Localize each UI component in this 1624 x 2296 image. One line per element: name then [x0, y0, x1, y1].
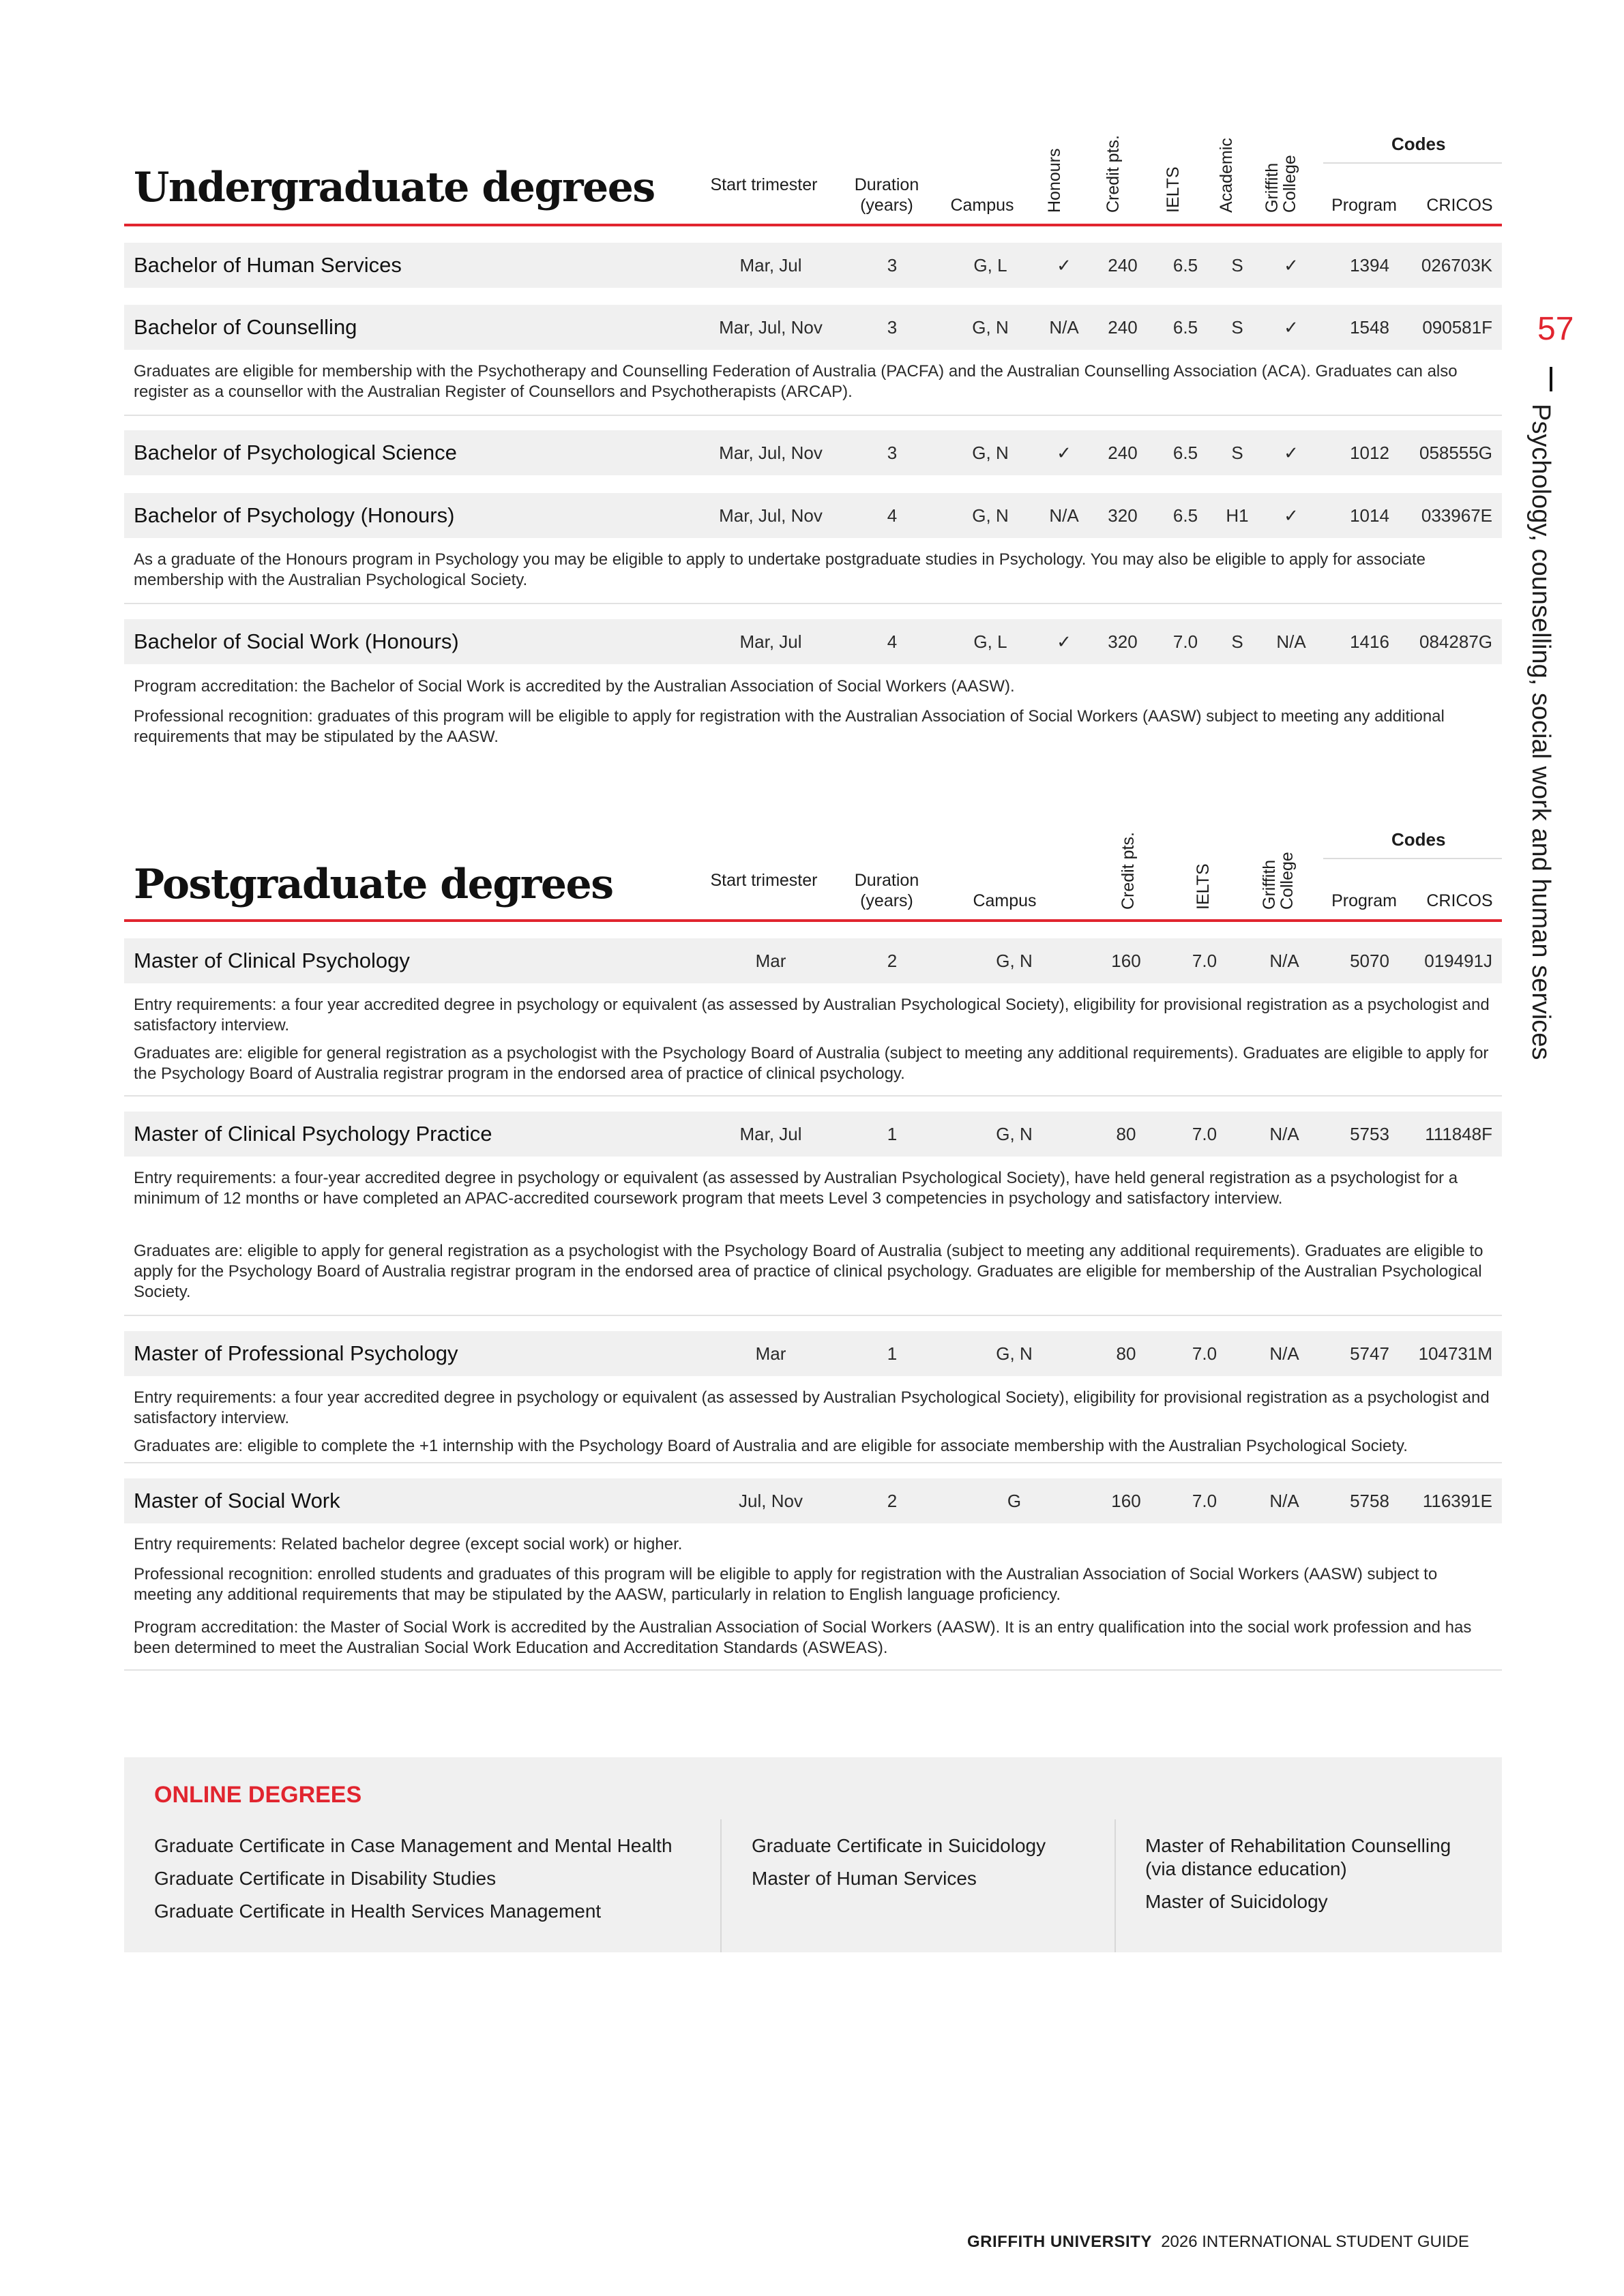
degree-name: Master of Clinical Psychology Practice	[134, 1122, 492, 1146]
griffith-college: N/A	[1269, 1124, 1299, 1144]
online-degrees-column-1	[154, 1834, 720, 1933]
footer-text: 2026 INTERNATIONAL STUDENT GUIDE	[1161, 2233, 1469, 2251]
degree-note: Professional recognition: graduates of this program will be eligible to apply for registration with the Australian Association of Social Workers (AASW) subject to meeting any additional requirements that may be stipulated by the AASW.	[134, 707, 1445, 746]
degree-note: Entry requirements: a four year accredited degree in psychology or equivalent (as assessed by Australian Psychological Society), eligibility for provisional registration as a psychologist and satisfactory interview.	[134, 1388, 1490, 1427]
row-separator	[124, 603, 1502, 604]
start-trimester: Mar	[755, 1343, 786, 1364]
ielts: 6.5	[1172, 317, 1198, 338]
check-icon: ✓	[1284, 505, 1299, 526]
degree-name: Master of Social Work	[134, 1489, 340, 1512]
credit-points: 160	[1111, 1491, 1141, 1511]
header-griffith-college: Griffith College	[1260, 852, 1297, 910]
campus: G, N	[972, 505, 1009, 526]
duration: 1	[887, 1343, 898, 1364]
campus: G, N	[972, 317, 1009, 338]
griffith-college: N/A	[1276, 631, 1306, 652]
table-row[interactable]	[124, 1331, 1502, 1376]
header-campus: Campus	[950, 196, 1014, 215]
cricos-code: 116391E	[1422, 1491, 1492, 1511]
header-cricos: CRICOS	[1426, 196, 1493, 215]
check-icon: ✓	[1057, 631, 1072, 652]
table-row[interactable]	[124, 243, 1502, 288]
table-row[interactable]	[124, 619, 1502, 664]
start-trimester: Mar, Jul	[739, 631, 802, 652]
list-item[interactable]: Graduate Certificate in Case Management and Mental Health	[154, 1835, 673, 1856]
cricos-code: 058555G	[1419, 443, 1492, 463]
ielts: 7.0	[1192, 1124, 1217, 1144]
check-icon: ✓	[1284, 317, 1299, 338]
header-academic: Academic	[1217, 138, 1236, 213]
degree-note: Entry requirements: a four-year accredited degree in psychology or equivalent (as assessed by Australian Psychological Society), have held general registration as a psychologist for a minimum of 12 months or have completed an APAC-accredited coursework program that meets Level 3 competencies in psychology and satisfactory interview.	[134, 1169, 1458, 1208]
check-icon: ✓	[1057, 255, 1072, 275]
program-code: 1548	[1350, 317, 1389, 338]
degree-note: Program accreditation: the Master of Social Work is accredited by the Australian Association of Social Workers (AASW). It is an entry qualification into the social work profession and has been determined to meet the Australian Social Work Education and Accreditation Standards (ASWEAS).	[134, 1618, 1472, 1657]
start-trimester: Jul, Nov	[739, 1491, 803, 1511]
header-campus: Campus	[973, 891, 1037, 910]
postgraduate-title: Postgraduate degrees	[134, 861, 613, 908]
start-trimester: Mar	[755, 951, 786, 971]
page-number: 57	[1537, 311, 1574, 347]
table-row[interactable]	[124, 938, 1502, 983]
degree-note: Program accreditation: the Bachelor of Social Work is accredited by the Australian Association of Social Workers (AASW).	[134, 677, 1015, 696]
start-trimester: Mar, Jul	[739, 255, 802, 275]
campus: G, N	[996, 1124, 1033, 1144]
cricos-code: 019491J	[1424, 951, 1492, 971]
academic: H1	[1226, 505, 1249, 526]
side-divider	[1550, 367, 1552, 391]
ielts: 7.0	[1192, 1491, 1217, 1511]
degree-name: Bachelor of Human Services	[134, 253, 402, 277]
degree-note: Graduates are eligible for membership with the Psychotherapy and Counselling Federation of Australia (PACFA) and the Australian Counselling Association (ACA). Graduates can also register as a counsellor with the Australian Register of Counsellors and Psychotherapists (ARCAP).	[134, 362, 1458, 401]
program-code: 5758	[1350, 1491, 1389, 1511]
campus: G, N	[996, 951, 1033, 971]
header-start-trimester: Start trimester	[710, 871, 818, 890]
check-icon: ✓	[1284, 443, 1299, 463]
duration: 3	[887, 255, 898, 275]
program-code: 1394	[1350, 255, 1389, 275]
program-code: 5070	[1350, 951, 1389, 971]
griffith-college: N/A	[1269, 1491, 1299, 1511]
honours: N/A	[1049, 317, 1079, 338]
header-ielts: IELTS	[1194, 863, 1213, 910]
credit-points: 80	[1116, 1124, 1136, 1144]
campus: G, N	[996, 1343, 1033, 1364]
degree-note: Professional recognition: enrolled students and graduates of this program will be eligible to apply for registration with the Australian Association of Social Workers (AASW) subject to meeting any additional requirements that may be stipulated by the AASW, particularly in relation to English language proficiency.	[134, 1565, 1438, 1604]
degree-name: Master of Clinical Psychology	[134, 949, 410, 972]
campus: G	[1007, 1491, 1022, 1511]
ielts: 6.5	[1172, 443, 1198, 463]
duration: 3	[887, 317, 898, 338]
row-separator	[124, 415, 1502, 416]
header-program: Program	[1331, 196, 1397, 215]
table-row[interactable]	[124, 1112, 1502, 1157]
cricos-code: 090581F	[1422, 317, 1492, 338]
campus: G, L	[973, 631, 1007, 652]
cricos-code: 026703K	[1421, 255, 1492, 275]
griffith-college: N/A	[1269, 951, 1299, 971]
credit-points: 320	[1108, 505, 1138, 526]
header-honours: Honours	[1045, 148, 1064, 213]
degree-note: Graduates are: eligible for general registration as a psychologist with the Psychology Board of Australia (subject to meeting any additional requirements). Graduates are eligible to apply for the Psychology Board of Australia registrar program in the endorsed area of practice of clinical psychology.	[134, 1044, 1489, 1083]
campus: G, L	[973, 255, 1007, 275]
row-separator	[124, 1462, 1502, 1463]
start-trimester: Mar, Jul, Nov	[719, 443, 823, 463]
cricos-code: 111848F	[1425, 1124, 1492, 1144]
ielts: 7.0	[1192, 1343, 1217, 1364]
column-divider	[720, 1819, 722, 1952]
program-code: 1416	[1350, 631, 1389, 652]
undergraduate-title: Undergraduate degrees	[134, 164, 655, 211]
column-divider	[1114, 1819, 1116, 1952]
header-credit-pts: Credit pts.	[1119, 832, 1138, 910]
degree-name: Bachelor of Psychology (Honours)	[134, 503, 455, 527]
ielts: 6.5	[1172, 505, 1198, 526]
academic: S	[1231, 631, 1243, 652]
header-program: Program	[1331, 891, 1397, 910]
credit-points: 320	[1108, 631, 1138, 652]
ielts: 6.5	[1172, 255, 1198, 275]
header-cricos: CRICOS	[1426, 891, 1493, 910]
duration: 2	[887, 951, 898, 971]
program-code: 1012	[1350, 443, 1389, 463]
credit-points: 240	[1108, 255, 1138, 275]
program-code: 5747	[1350, 1343, 1389, 1364]
campus: G, N	[972, 443, 1009, 463]
program-code: 5753	[1350, 1124, 1389, 1144]
header-start-trimester: Start trimester	[710, 175, 818, 194]
postgraduate-header-rule	[124, 919, 1502, 922]
footer-brand: GRIFFITH UNIVERSITY	[967, 2233, 1152, 2251]
academic: S	[1231, 443, 1243, 463]
ielts: 7.0	[1172, 631, 1198, 652]
online-degrees-column-2	[752, 1834, 1106, 1900]
table-row[interactable]	[124, 493, 1502, 538]
list-item[interactable]: Graduate Certificate in Disability Studies	[154, 1868, 497, 1889]
header-griffith-college: Griffith College	[1263, 155, 1299, 213]
list-item[interactable]: Master of Human Services	[752, 1868, 977, 1889]
section-title-vertical: Psychology, counselling, social work and human services	[1526, 404, 1555, 1060]
header-duration: Duration (years)	[854, 175, 919, 215]
table-row[interactable]	[124, 1478, 1502, 1523]
cricos-code: 104731M	[1418, 1343, 1492, 1364]
header-codes: Codes	[1391, 134, 1446, 154]
degree-name: Master of Professional Psychology	[134, 1341, 458, 1365]
row-separator	[124, 1095, 1502, 1097]
check-icon: ✓	[1057, 443, 1072, 463]
credit-points: 160	[1111, 951, 1141, 971]
duration: 4	[887, 505, 898, 526]
academic: S	[1231, 255, 1243, 275]
header-duration: Duration (years)	[854, 871, 919, 910]
table-row[interactable]	[124, 305, 1502, 350]
start-trimester: Mar, Jul, Nov	[719, 317, 823, 338]
start-trimester: Mar, Jul, Nov	[719, 505, 823, 526]
degree-name: Bachelor of Psychological Science	[134, 441, 457, 464]
codes-rule	[1323, 162, 1502, 164]
credit-points: 240	[1108, 443, 1138, 463]
degree-name: Bachelor of Counselling	[134, 315, 357, 339]
header-ielts: IELTS	[1164, 166, 1183, 213]
program-code: 1014	[1350, 505, 1389, 526]
list-item[interactable]: Graduate Certificate in Health Services Management	[154, 1900, 602, 1922]
list-item[interactable]: Master of Suicidology	[1145, 1891, 1328, 1912]
ielts: 7.0	[1192, 951, 1217, 971]
list-item[interactable]: Master of Rehabilitation Counselling (via distance education)	[1145, 1835, 1451, 1879]
degree-note: Graduates are: eligible to complete the +1 internship with the Psychology Board of Australia and are eligible for associate membership with the Australian Psychological Society.	[134, 1437, 1408, 1455]
codes-rule	[1323, 858, 1502, 859]
cricos-code: 033967E	[1421, 505, 1492, 526]
degree-note: Entry requirements: Related bachelor degree (except social work) or higher.	[134, 1535, 683, 1553]
degree-note: As a graduate of the Honours program in Psychology you may be eligible to apply to undertake postgraduate studies in Psychology. You may also be eligible to apply for associate membership with the Australian Psychological Society.	[134, 550, 1426, 589]
duration: 1	[887, 1124, 898, 1144]
header-credit-pts: Credit pts.	[1104, 135, 1123, 213]
row-separator	[124, 1315, 1502, 1316]
row-separator	[124, 1669, 1502, 1671]
page-footer	[967, 2233, 1469, 2252]
honours: N/A	[1049, 505, 1079, 526]
table-row[interactable]	[124, 430, 1502, 475]
academic: S	[1231, 317, 1243, 338]
degree-name: Bachelor of Social Work (Honours)	[134, 629, 459, 653]
start-trimester: Mar, Jul	[739, 1124, 802, 1144]
degree-note: Graduates are: eligible to apply for general registration as a psychologist with the Psychology Board of Australia (subject to meeting any additional requirements). Graduates are eligible to apply for the Psychology Board of Australia registrar program in the endorsed area of practice of clinical psychology. Graduates are eligible for membership of the Australian Psychological Society.	[134, 1242, 1483, 1301]
undergraduate-header-rule	[124, 224, 1502, 226]
credit-points: 240	[1108, 317, 1138, 338]
duration: 2	[887, 1491, 898, 1511]
check-icon: ✓	[1284, 255, 1299, 275]
credit-points: 80	[1116, 1343, 1136, 1364]
cricos-code: 084287G	[1419, 631, 1492, 652]
duration: 4	[887, 631, 898, 652]
online-degrees-column-3	[1145, 1834, 1486, 1923]
degree-note: Entry requirements: a four year accredited degree in psychology or equivalent (as assessed by Australian Psychological Society), eligibility for provisional registration as a psychologist and satisfactory interview.	[134, 996, 1490, 1034]
list-item[interactable]: Graduate Certificate in Suicidology	[752, 1835, 1046, 1856]
duration: 3	[887, 443, 898, 463]
online-degrees-title: ONLINE DEGREES	[154, 1782, 362, 1808]
header-codes: Codes	[1391, 829, 1446, 850]
griffith-college: N/A	[1269, 1343, 1299, 1364]
